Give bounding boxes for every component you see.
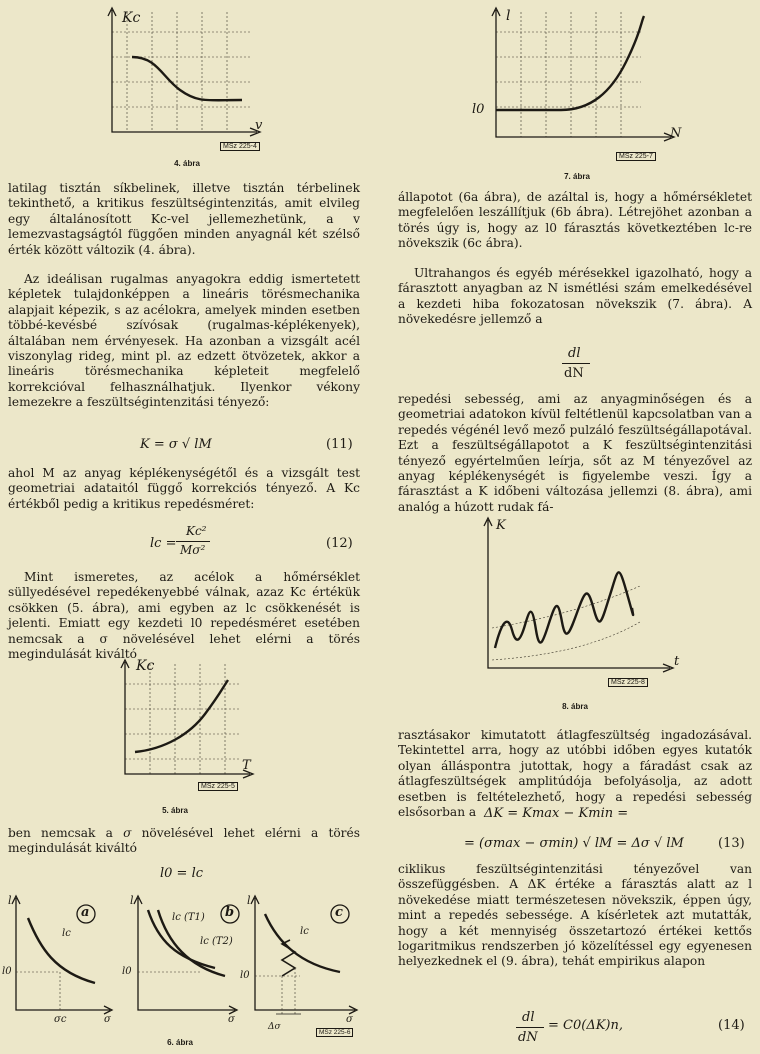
fig6a-y0: l0: [2, 966, 12, 977]
fig8-curve: [495, 572, 633, 648]
fig6b-yaxis: l: [130, 894, 134, 907]
equation-13b: = (σmax − σmin) √ lM = Δσ √ lM: [464, 836, 684, 851]
fig6a-letter: a: [81, 905, 90, 920]
fig5-ylabel: Kc: [136, 658, 155, 674]
left-paragraph-3: ahol M az anyag képlékenységétől és a vizsgált test geometriai adataitól függő korrekciós tényező. A Kc értékből pedig a kritikus repedésméret:: [8, 466, 360, 511]
right-paragraph-2: Ultrahangos és egyéb mérésekkel igazolható, hogy a fárasztott anyagban az N ismétlési szám emelkedésével a kezdeti hiba fokozatosan növekszik (7. ábra). A növekedésre jellemző a: [398, 266, 752, 327]
equation-14-top: dl: [522, 1010, 535, 1025]
fig6a-x: σc: [54, 1014, 67, 1025]
equation-14-number: (14): [718, 1018, 745, 1033]
fig6c-delta: Δσ: [268, 1022, 281, 1032]
right-paragraph-3: repedési sebesség, ami az anyagminőségen és a geometriai adatokon kívül feltétlenül kapcsolatban van a repedés végénél levő mező pulzáló feszültségállapotával. Ezt a feszültségállapotot a K feszültségintenzitási tényező egyértelműen leírja, sőt az M tényezővel az anyag képlékenységét is figyelembe veszi. Így a fárasztást a K időbeni változása jellemzi (8. ábra), ami analóg a húzott rudak fá-: [398, 392, 752, 514]
fig6b-curve1: lc (T1): [172, 912, 205, 923]
right-paragraph-5: ciklikus feszültségintenzitási tényezővel van összefüggésben. A ΔK értéke a fárasztás alatt az l növekedése miatt természetesen növekszik, éppen úgy, mint a repedés sebessége. A kísérletek azt mutatták, hogy a két mennyiség összetartozó értékei kettős logaritmikus rendszerben jó közelítéssel egy egyenesen helyezkednek el (9. ábra), tehát empirikus alapon: [398, 862, 752, 969]
fig8-caption: 8. ábra: [562, 702, 588, 711]
equation-14-bar: [516, 1027, 544, 1028]
equation-11-number: (11): [326, 437, 353, 452]
figure-5-plot: [110, 654, 270, 822]
left-paragraph-4: Mint ismeretes, az acélok a hőmérséklet süllyedésével repedékenyebbé válnak, azaz Kc értékük csökken (5. ábra), ami egyben az lc csökkenését is jelenti. Emiatt egy kezdeti l0 repedésméret esetében nemcsak a σ növelésével lehet elérni a törés megindulását kiváltó: [8, 570, 360, 662]
fig6a-curve: lc: [62, 928, 71, 939]
fig6c-yaxis: l: [247, 894, 251, 907]
figure-7: [466, 2, 686, 182]
left-paragraph-5-text: ben nemcsak a σ növelésével lehet elérni a törés megindulását kiváltó: [8, 826, 360, 856]
rate-fraction-bar: [562, 363, 590, 364]
fig6b-y0: l0: [122, 966, 132, 977]
equation-13a: ΔK = Kmax − Kmin =: [484, 806, 629, 821]
fig7-xlabel: N: [670, 126, 682, 141]
fig7-ylabel: l: [506, 8, 511, 24]
fig6c-y0: l0: [240, 970, 250, 981]
fig6b-curve2: lc (T2): [200, 936, 233, 947]
fig4-curve: [132, 57, 242, 100]
figure-8: [470, 510, 710, 720]
left-paragraph-4-cont: [8, 826, 360, 857]
equation-14-bottom: dN: [518, 1030, 538, 1045]
fig5-curve: [135, 680, 228, 752]
figure-5: [110, 654, 270, 822]
left-paragraph-2: Az ideálisan rugalmas anyagokra eddig ismertetett képletek tulajdonképpen a lineáris törésmechanika alapjait képezik, s az acélokra, amelyek minden esetben többé-kevésbé szívósak (rugalmas-képlékenyek), általában nem érvényesek. Ha azonban a vizsgált acél viszonylag rideg, mint pl. az edzett ötvözetek, akkor a lineáris törésmechanika képleteit megfelelő korrekcióval felhasználhatjuk. Ilyenkor vékony lemezekre a feszültségintenzitási tényező:: [8, 272, 360, 410]
equation-12-number: (12): [326, 536, 353, 551]
fig5-xlabel: T: [242, 758, 251, 773]
equation-12-lhs: lc =: [150, 536, 177, 551]
fig7-tag: MSz 225-7: [616, 152, 656, 161]
fig6a-yaxis: l: [8, 894, 12, 907]
equation-13-number: (13): [718, 836, 745, 851]
fig4-caption: 4. ábra: [174, 159, 200, 168]
figure-8-plot: [470, 510, 710, 720]
fig6-caption: 6. ábra: [167, 1038, 193, 1047]
fig6c-xaxis: σ: [346, 1014, 353, 1025]
fig4-xlabel: v: [255, 118, 263, 133]
equation-l0-lc: l0 = lc: [160, 866, 204, 881]
fig6c-curve: lc: [300, 926, 309, 937]
fig6a-xaxis: σ: [104, 1014, 111, 1025]
equation-12-numerator: Kc²: [186, 524, 207, 538]
fig8-tag: MSz 225-8: [608, 678, 648, 687]
fig6b-letter: b: [225, 905, 235, 920]
fig8-xlabel: t: [674, 654, 680, 669]
equation-14-rhs: = C0(ΔK)n,: [548, 1018, 623, 1033]
equation-12-bar: [176, 541, 210, 542]
equation-11: K = σ √ lM: [140, 437, 212, 452]
fig4-ylabel: Kc: [122, 10, 141, 26]
fig8-ylabel: K: [496, 518, 506, 533]
fig5-caption: 5. ábra: [162, 806, 188, 815]
fig6c-letter: c: [335, 905, 343, 920]
fig5-tag: MSz 225-5: [198, 782, 238, 791]
right-paragraph-4: rasztásakor kimutatott átlagfeszültség ingadozásával. Tekintettel arra, hogy az utóbbi időben egyes kutatók olyan álláspontra jutottak, hogy a fáradást csak az átlagfeszültségek amplitúdója befolyásolja, az adott esetben is feltételezhető, hogy a repedési sebesség elsősorban a: [398, 728, 752, 820]
figure-6: [0, 888, 362, 1054]
fig7-curve: [496, 16, 644, 110]
equation-12-denominator: Mσ²: [180, 543, 206, 557]
fig7-caption: 7. ábra: [564, 172, 590, 181]
right-paragraph-1: állapotot (6a ábra), de azáltal is, hogy a hőmérsékletet megfelelően leszállítjuk (6b ábra). Létrejöhet azonban a törés úgy is, hogy az l0 fárasztás következtében lc-re növekszik (6c ábra).: [398, 190, 752, 251]
fig6b-xaxis: σ: [228, 1014, 235, 1025]
fig6-tag: MSz 225-6: [316, 1028, 353, 1037]
figure-4: [92, 2, 282, 170]
rate-fraction-top: dl: [568, 346, 581, 361]
fig7-y0: l0: [472, 102, 485, 117]
fig4-tag: MSz 225-4: [220, 142, 260, 151]
left-paragraph-1: latilag tisztán síkbelinek, illetve tisztán térbelinek tekinthető, a kritikus feszültségintenzitás, amit elvileg egy általánosított Kc-vel jellemezhetünk, a v lemezvastagságtól függően minden anyagnál két szélső érték között változik (4. ábra).: [8, 181, 360, 257]
rate-fraction-bottom: dN: [564, 366, 584, 381]
